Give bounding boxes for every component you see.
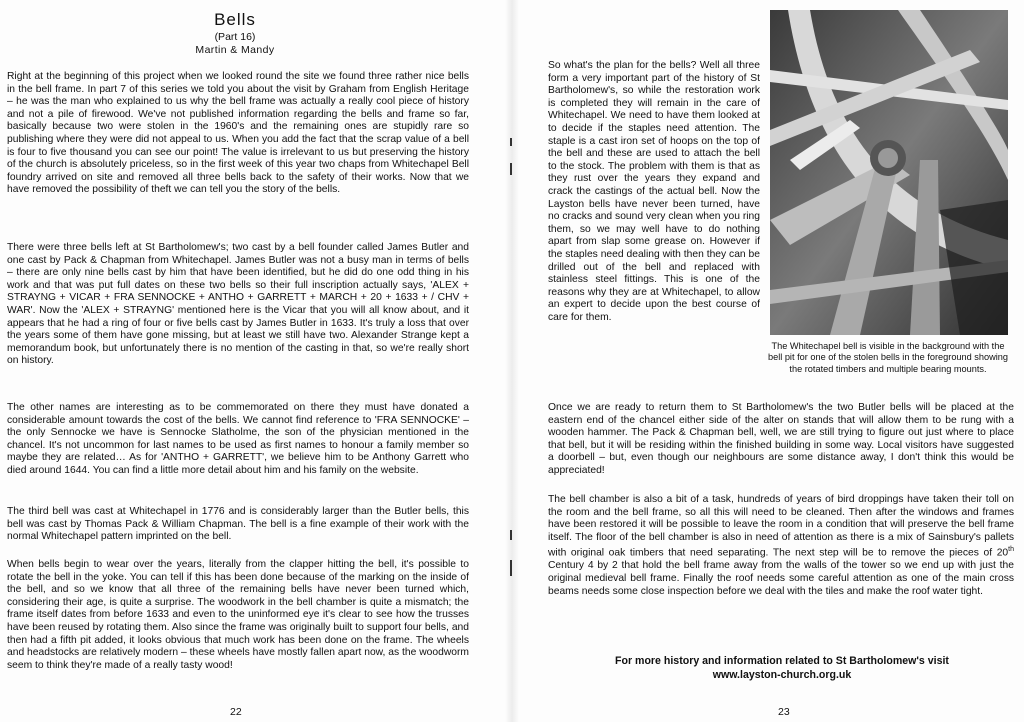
- photo-caption: The Whitechapel bell is visible in the background with the bell pit for one of the stolen bells in the foreground showing the rotated timbers and multiple bearing mounts.: [767, 341, 1009, 374]
- left-paragraph-2: There were three bells left at St Bartholomew's; two cast by a bell founder called James Butler and one cast by Pack & Chapman from Whitechapel. James Butler was not a busy man in terms of bells – there are only nine bells cast by him that have been identified, but he did do one odd thing in his work and that was put full dates on these two bells so their full inscription actually says, 'ALEX + STRAYNG + VICAR + FRA SENNOCKE + ANTHO + GARRETT + MARCH + 20 + 1633 + / CHV + WAR'. Now the 'ALEX + STRAYNG' mentioned here is the Vicar that you will all know about, and it appears that he had a ring of four or five bells cast by James Butler in 1633. It's truly a loss that over the years some of them have gone missing, but at least we still have two. Alexander Strange kept a memorandum book, but unfortunately there is no mention of the casting in that, so we're really short on history.: [7, 242, 469, 367]
- left-page-number: 22: [230, 706, 242, 718]
- right-page: [512, 0, 1024, 722]
- bell-plan-paragraph: So what's the plan for the bells? Well all three form a very important part of the history of St Bartholomew's, so while the restoration work is completed they will remain in the care of Whitechapel. We need to have them looked at to decide if the staples need attention. The staple is a cast iron set of hoops on the top of the bell and these are used to attach the bell to the stock. The problem with them is that as they rust over the years they expand and crack the castings of the actual bell. Now the Layston bells have never been turned, have no cracks and sound very clean when you ring them, so we may well have to do nothing apart from slap some grease on. However if the staples need dealing with then they can be drilled out of the bell and replaced with stainless steel fittings. This is one of the reasons why they are at Whitechapel, to allow an expert to decide upon the best course of care for them.: [548, 60, 760, 323]
- bell-chamber-paragraph: [548, 494, 1014, 598]
- bell-chamber-text-end: Century 4 by 2 that hold the bell frame away from the walls of the tower so we end up with just the original medieval bell frame. Finally the roof needs some careful attention as one of the main cross beams needs some close inspection before we deal with the tiles and make the roof water tight.: [548, 560, 1014, 597]
- footer-text: For more history and information related to St Bartholomew's visit: [615, 655, 949, 667]
- right-page-number: 23: [778, 706, 790, 718]
- bell-frame-photo-image: [770, 10, 1008, 335]
- website-footer: [552, 655, 1012, 682]
- website-link[interactable]: www.layston-church.org.uk: [712, 668, 852, 681]
- left-paragraph-4: The third bell was cast at Whitechapel in 1776 and is considerably larger than the Butler bells, this bell was cast by Thomas Pack & William Chapman. The bell is a fine example of their work with the normal Whitechapel pattern imprinted on the bell.: [7, 506, 469, 543]
- article-authors: Martin & Mandy: [195, 44, 275, 56]
- left-paragraph-5: When bells begin to wear over the years, literally from the clapper hitting the bell, it's possible to rotate the bell in the yoke. You can tell if this has been done because of the marking on the inside of the bell, and so we know that all three of the remaining bells have never been turned which, considering their age, is quite a surprise. The woodwork in the bell chamber is quite a mismatch; the frame itself dates from before 1633 and even to the uninformed eye it's clear to see how the trusses have been reused by rotating them. Also since the frame was originally built to support four bells, and then had a fifth pit added, it looks obvious that much work has been done on the frame. The wheels and headstocks are relatively modern – these wheels have mostly fallen apart now, as the woodworm seem to think they're made of a really tasty wood!: [7, 559, 469, 671]
- bell-chamber-text-start: The bell chamber is also a bit of a task, hundreds of years of bird droppings have taken their toll on the room and the bell frame, so all this will need to be cleaned. Then after the windows and frames have been restored it will be possible to leave the room in a condition that will preserve the bell frame itself. The floor of the bell chamber is also in need of attention as there is a mix of Sainsbury's pallets with original oak timbers that need separating. The next step will be to remove the pieces of 20: [548, 494, 1014, 559]
- left-paragraph-1: Right at the beginning of this project when we looked round the site we found three rather nice bells in the bell frame. In part 7 of this series we told you about the visit by Graham from English Heritage – he was the man who explained to us why the bell frame was actually a really cool piece of history and not a pile of firewood. We've not published information regarding the bells and frame so far, basically because two were stolen in the 1960's and the remaining ones are stupidly rare so publishing where they were did not appeal to us. When you add the fact that the scrap value of a bell is four to five thousand you can see our point! The value is irrelevant to us but preserving the history of the church is absolutely priceless, so in the first week of this year two chaps from Whitechapel Bell foundry arrived on site and removed all three bells back to the safety of their works. Now that we have removed the possibility of theft we can tell you the story of the bells.: [7, 71, 469, 196]
- left-paragraph-3: The other names are interesting as to be commemorated on there they must have donated a considerable amount towards the cost of the bells. We cannot find reference to 'FRA SENNOCKE' – the only Sennocke we have is Sennocke Slatholme, the son of the physician mentioned in the chancel. It's not uncommon for last names to be used as first names to honour a family member so maybe they are related… As for 'ANTHO + GARRETT', we believe him to be Anthony Garrett who died around 1644. You can find a little more detail about him and his family on the website.: [7, 402, 469, 476]
- article-title: Bells: [214, 10, 256, 29]
- bell-return-paragraph: Once we are ready to return them to St Bartholomew's the two Butler bells will be placed at the eastern end of the chancel either side of the alter on stands that will allow them to be rung with a wooden hammer. The Pack & Chapman bell, well, we are still trying to figure out just where to place that bell, but it will be residing within the finished building in some way. Local visitors have suggested a doorbell – but, even though our neighbours are some distance away, I don't think this would be appreciated!: [548, 402, 1014, 476]
- superscript-th: th: [1008, 546, 1014, 554]
- article-part: (Part 16): [214, 31, 256, 43]
- bell-frame-photo: [770, 10, 1008, 335]
